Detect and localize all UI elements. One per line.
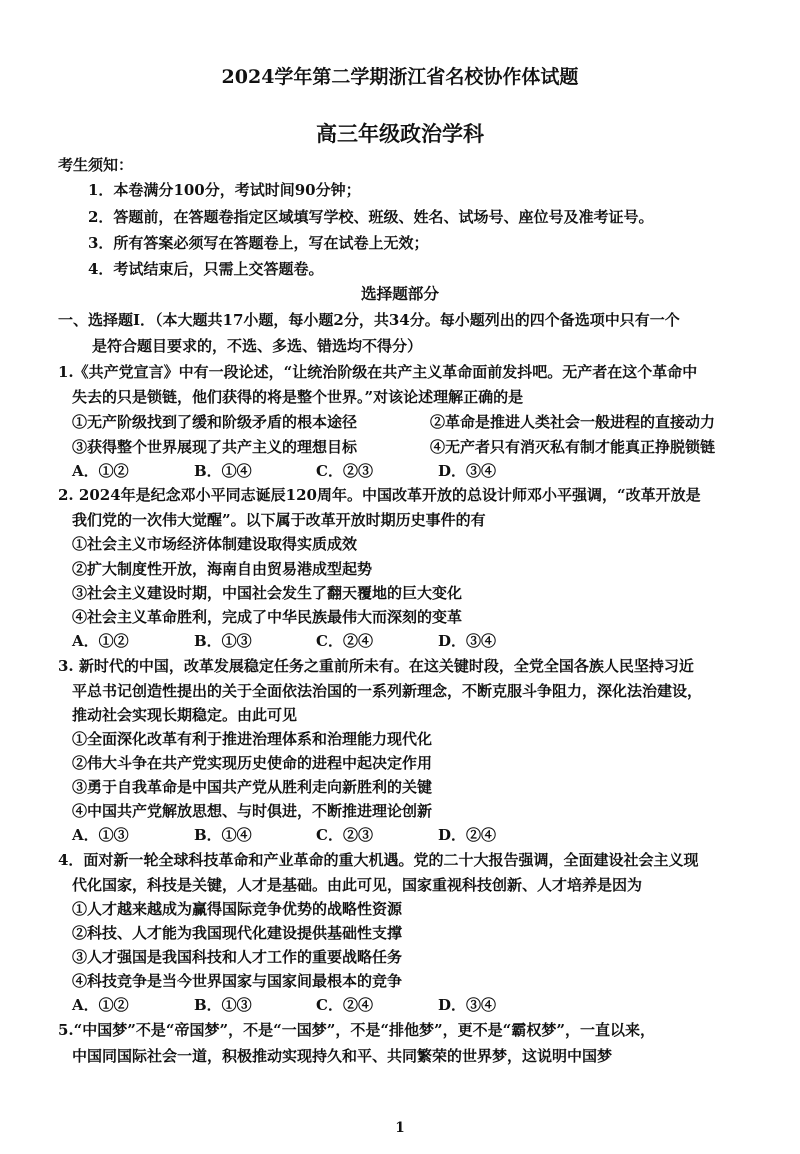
choice-b: B．①③ <box>194 996 252 1014</box>
question-2-option: ③社会主义建设时期，中国社会发生了翻天覆地的巨大变化 <box>72 584 463 602</box>
question-3-choices <box>72 825 560 845</box>
choice-d: D．②④ <box>438 826 497 844</box>
question-4-option: ③人才强国是我国科技和人才工作的重要战略任务 <box>72 948 403 966</box>
section-intro: 一、选择题Ⅰ．（本大题共17小题，每小题2分，共34分。每小题列出的四个备选项中只有一个 <box>58 311 680 329</box>
question-5-text: 中国同国际社会一道，积极推动实现持久和平、共同繁荣的世界梦，这说明中国梦 <box>72 1047 613 1065</box>
question-1-option: ④无产者只有消灭私有制才能真正挣脱锁链 <box>430 438 716 456</box>
section-title: 选择题部分 <box>361 284 439 303</box>
question-1-option: ③获得整个世界展现了共产主义的理想目标 <box>72 438 358 456</box>
question-4-text: 4．面对新一轮全球科技革命和产业革命的重大机遇。党的二十大报告强调，全面建设社会主义现 <box>58 851 699 869</box>
question-4-option: ①人才越来越成为赢得国际竞争优势的战略性资源 <box>72 900 403 918</box>
choice-c: C．②④ <box>316 996 373 1014</box>
question-1-option: ①无产阶级找到了缓和阶级矛盾的根本途径 <box>72 413 358 431</box>
question-2-option: ②扩大制度性开放，海南自由贸易港成型起势 <box>72 560 373 578</box>
choice-a: A．①③ <box>72 826 129 844</box>
choice-d: D．③④ <box>438 462 497 480</box>
choice-a: A．①② <box>72 632 129 650</box>
question-2-text: 2. 2024年是纪念邓小平同志诞辰120周年。中国改革开放的总设计师邓小平强调，“改革开放是 <box>58 486 701 504</box>
choice-b: B．①④ <box>194 462 252 480</box>
choice-b: B．①④ <box>194 826 252 844</box>
choice-a: A．①② <box>72 996 129 1014</box>
page-number: 1 <box>395 1120 405 1136</box>
question-3-option: ②伟大斗争在共产党实现历史使命的进程中起决定作用 <box>72 754 433 772</box>
question-2-choices <box>72 631 560 651</box>
question-3-text: 平总书记创造性提出的关于全面依法治国的一系列新理念，不断克服斗争阻力，深化法治建设， <box>72 682 703 700</box>
choice-d: D．③④ <box>438 996 497 1014</box>
notice-item: 2．答题前，在答题卷指定区域填写学校、班级、姓名、试场号、座位号及准考证号。 <box>88 208 654 226</box>
choice-a: A．①② <box>72 462 129 480</box>
question-1-choices <box>72 461 560 481</box>
question-3-text: 3. 新时代的中国，改革发展稳定任务之重前所未有。在这关键时段，全党全国各族人民坚持习近 <box>58 657 694 675</box>
choice-b: B．①③ <box>194 632 252 650</box>
question-1-text: 1.《共产党宣言》中有一段论述，“让统治阶级在共产主义革命面前发抖吧。无产者在这个革命中 <box>58 363 698 381</box>
question-4-choices <box>72 995 560 1015</box>
question-4-option: ④科技竞争是当今世界国家与国家间最根本的竞争 <box>72 972 403 990</box>
question-1-text: 失去的只是锁链，他们获得的将是整个世界。”对该论述理解正确的是 <box>72 388 524 406</box>
notice-item: 4．考试结束后，只需上交答题卷。 <box>88 260 324 278</box>
choice-d: D．③④ <box>438 632 497 650</box>
question-3-option: ①全面深化改革有利于推进治理体系和治理能力现代化 <box>72 730 433 748</box>
question-2-text: 我们党的一次伟大觉醒”。以下属于改革开放时期历史事件的有 <box>72 511 486 529</box>
notice-item: 3．所有答案必须写在答题卷上，写在试卷上无效； <box>88 234 429 252</box>
question-4-option: ②科技、人才能为我国现代化建设提供基础性支撑 <box>72 924 403 942</box>
question-3-text: 推动社会实现长期稳定。由此可见 <box>72 706 298 724</box>
question-3-option: ④中国共产党解放思想、与时俱进，不断推进理论创新 <box>72 802 433 820</box>
exam-subtitle: 高三年级政治学科 <box>316 121 484 146</box>
question-4-text: 代化国家，科技是关键，人才是基础。由此可见，国家重视科技创新、人才培养是因为 <box>72 876 643 894</box>
notice-item: 1．本卷满分100分，考试时间90分钟； <box>88 181 361 199</box>
exam-title: 2024学年第二学期浙江省名校协作体试题 <box>221 66 579 88</box>
question-2-option: ①社会主义市场经济体制建设取得实质成效 <box>72 535 358 553</box>
question-5-text: 5.“中国梦”不是“帝国梦”，不是“一国梦”，不是“排他梦”，更不是“霸权梦”，一直以来， <box>58 1021 655 1039</box>
choice-c: C．②④ <box>316 632 373 650</box>
question-3-option: ③勇于自我革命是中国共产党从胜利走向新胜利的关键 <box>72 778 433 796</box>
choice-c: C．②③ <box>316 826 373 844</box>
question-2-option: ④社会主义革命胜利，完成了中华民族最伟大而深刻的变革 <box>72 608 463 626</box>
section-intro: 是符合题目要求的，不选、多选、错选均不得分） <box>92 337 423 355</box>
choice-c: C．②③ <box>316 462 373 480</box>
notice-heading: 考生须知： <box>58 156 134 174</box>
question-1-option: ②革命是推进人类社会一般进程的直接动力 <box>430 413 716 431</box>
